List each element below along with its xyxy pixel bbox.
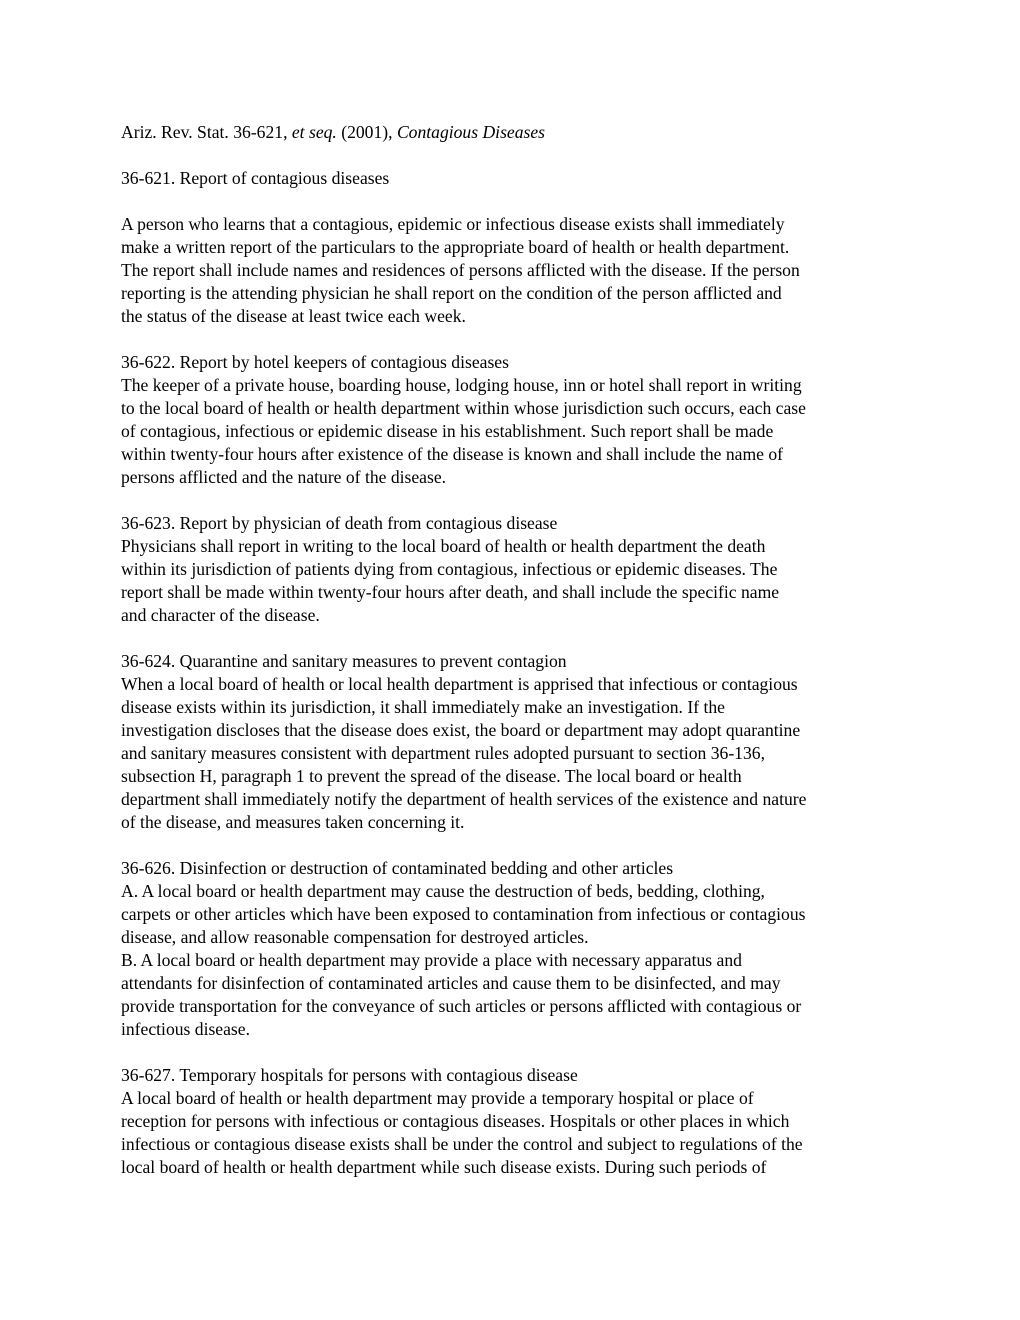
body-line: A person who learns that a contagious, epidemic or infectious disease exists shall immediately <box>121 214 785 234</box>
body-line: infectious or contagious disease exists shall be under the control and subject to regulations of the <box>121 1134 803 1154</box>
body-line: provide transportation for the conveyance of such articles or persons afflicted with contagious or <box>121 996 802 1016</box>
body-line: infectious disease. <box>121 1019 250 1039</box>
section-36-621 <box>121 167 921 328</box>
body-line: to the local board of health or health department within whose jurisdiction such occurs, each case <box>121 398 806 418</box>
body-line: department shall immediately notify the department of health services of the existence and nature <box>121 789 807 809</box>
body-line: of contagious, infectious or epidemic disease in his establishment. Such report shall be made <box>121 421 774 441</box>
title-year: (2001), <box>336 122 397 142</box>
body-line: local board of health or health department while such disease exists. During such periods of <box>121 1157 767 1177</box>
section-36-622 <box>121 351 921 489</box>
section-heading: 36-623. Report by physician of death from contagious disease <box>121 513 558 533</box>
body-line: A. A local board or health department may cause the destruction of beds, bedding, clothing, <box>121 881 765 901</box>
section-heading: 36-622. Report by hotel keepers of contagious diseases <box>121 352 509 372</box>
document-title <box>121 121 921 144</box>
body-line: disease exists within its jurisdiction, it shall immediately make an investigation. If the <box>121 697 725 717</box>
body-line: make a written report of the particulars to the appropriate board of health or health department. <box>121 237 790 257</box>
body-line: reception for persons with infectious or contagious diseases. Hospitals or other places in which <box>121 1111 790 1131</box>
body-line: and sanitary measures consistent with department rules adopted pursuant to section 36-136, <box>121 743 765 763</box>
body-line: The report shall include names and residences of persons afflicted with the disease. If the person <box>121 260 800 280</box>
title-et-seq: et seq. <box>291 122 337 142</box>
body-line: reporting is the attending physician he shall report on the condition of the person afflicted and <box>121 283 782 303</box>
title-topic: Contagious Diseases <box>396 122 546 142</box>
section-heading: 36-624. Quarantine and sanitary measures to prevent contagion <box>121 651 567 671</box>
body-line: attendants for disinfection of contaminated articles and cause them to be disinfected, and may <box>121 973 781 993</box>
section-36-627 <box>121 1064 921 1179</box>
body-line: report shall be made within twenty-four hours after death, and shall include the specific name <box>121 582 780 602</box>
body-line: When a local board of health or local health department is apprised that infectious or contagious <box>121 674 798 694</box>
title-citation: Ariz. Rev. Stat. 36-621, <box>121 122 292 142</box>
body-line: and character of the disease. <box>121 605 320 625</box>
section-heading: 36-621. Report of contagious diseases <box>121 168 390 188</box>
body-line: within its jurisdiction of patients dying from contagious, infectious or epidemic diseases. The <box>121 559 778 579</box>
body-line: investigation discloses that the disease does exist, the board or department may adopt quarantine <box>121 720 801 740</box>
body-line: The keeper of a private house, boarding house, lodging house, inn or hotel shall report in writing <box>121 375 802 395</box>
body-line: carpets or other articles which have been exposed to contamination from infectious or contagious <box>121 904 806 924</box>
body-line: the status of the disease at least twice each week. <box>121 306 466 326</box>
body-line: A local board of health or health department may provide a temporary hospital or place of <box>121 1088 754 1108</box>
section-36-626 <box>121 857 921 1041</box>
body-line: within twenty-four hours after existence of the disease is known and shall include the name of <box>121 444 784 464</box>
body-line: subsection H, paragraph 1 to prevent the spread of the disease. The local board or health <box>121 766 742 786</box>
body-line: Physicians shall report in writing to the local board of health or health department the death <box>121 536 766 556</box>
section-heading: 36-627. Temporary hospitals for persons with contagious disease <box>121 1065 578 1085</box>
section-36-624 <box>121 650 921 834</box>
document-page <box>121 121 921 1179</box>
section-heading: 36-626. Disinfection or destruction of contaminated bedding and other articles <box>121 858 674 878</box>
section-36-623 <box>121 512 921 627</box>
body-line: of the disease, and measures taken concerning it. <box>121 812 465 832</box>
body-line: persons afflicted and the nature of the disease. <box>121 467 447 487</box>
body-line: disease, and allow reasonable compensation for destroyed articles. <box>121 927 589 947</box>
body-line: B. A local board or health department may provide a place with necessary apparatus and <box>121 950 742 970</box>
